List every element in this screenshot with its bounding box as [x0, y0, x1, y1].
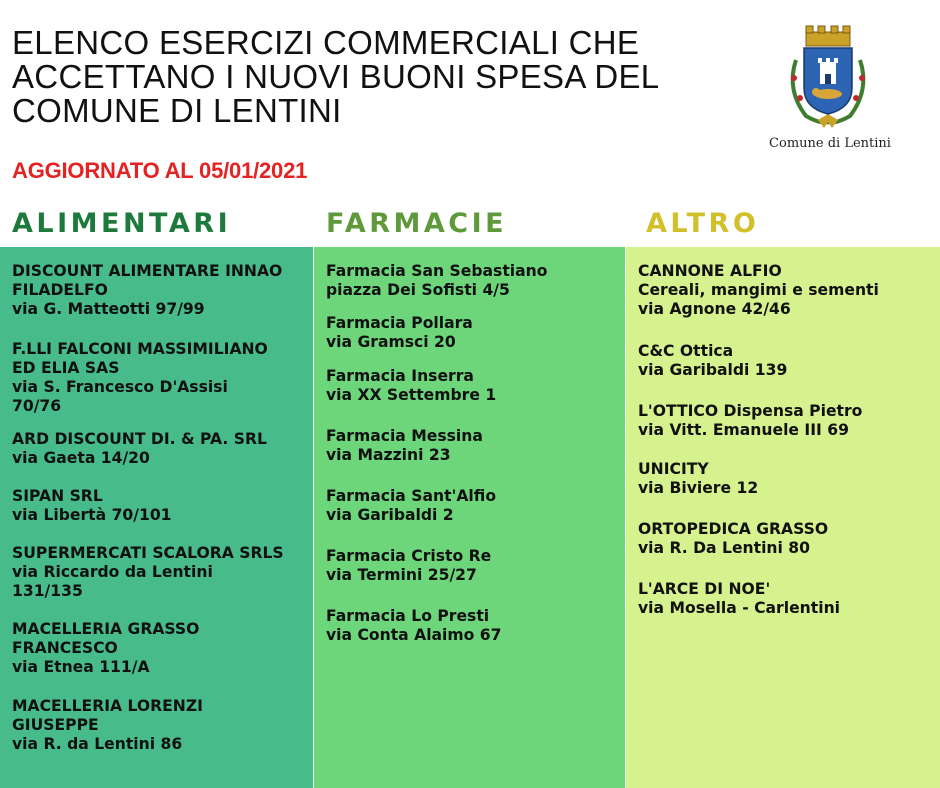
shop-name: C&C Ottica [638, 342, 734, 360]
shop-entry-altro [638, 520, 828, 558]
shop-name: L'OTTICO Dispensa Pietro [638, 402, 863, 420]
shop-address-line: via Garibaldi 2 [326, 506, 454, 524]
updated-date: AGGIORNATO AL 05/01/2021 [12, 158, 308, 183]
shop-address-line: GIUSEPPE [12, 716, 99, 734]
shop-entry-alimentari [12, 487, 172, 525]
shop-entry-alimentari [12, 262, 282, 319]
shop-entry-farmacie [326, 547, 491, 585]
shop-entry-altro [638, 342, 787, 380]
shop-name: Farmacia Messina [326, 427, 483, 445]
shop-name: MACELLERIA GRASSO [12, 620, 200, 638]
shop-name: SIPAN SRL [12, 487, 103, 505]
shop-address-line: via R. da Lentini 86 [12, 735, 183, 753]
shop-name: Farmacia San Sebastiano [326, 262, 548, 280]
coat-of-arms-icon [780, 20, 876, 130]
shop-entry-farmacie [326, 314, 473, 352]
heading-altro: ALTRO [646, 208, 760, 239]
shop-name: Farmacia Inserra [326, 367, 474, 385]
shop-address-line: via Mazzini 23 [326, 446, 451, 464]
title-line-2: ACCETTANO I NUOVI BUONI SPESA DEL [12, 58, 660, 95]
shop-name: Farmacia Cristo Re [326, 547, 492, 565]
shop-name: ORTOPEDICA GRASSO [638, 520, 829, 538]
shop-address-line: FILADELFO [12, 281, 108, 299]
panel-alimentari [0, 247, 313, 788]
shop-address-line: via Riccardo da Lentini [12, 563, 213, 581]
shop-name: F.LLI FALCONI MASSIMILIANO [12, 340, 268, 358]
shop-address-line: via R. Da Lentini 80 [638, 539, 810, 557]
shop-address-line: via S. Francesco D'Assisi [12, 378, 228, 396]
shop-address-line: via G. Matteotti 97/99 [12, 300, 205, 318]
shop-address-line: via Mosella - Carlentini [638, 599, 841, 617]
shop-address-line: piazza Dei Sofisti 4/5 [326, 281, 510, 299]
shop-entry-alimentari [12, 544, 284, 601]
shop-address-line: via XX Settembre 1 [326, 386, 497, 404]
shop-address-line: via Vitt. Emanuele III 69 [638, 421, 849, 439]
shop-entry-altro [638, 262, 879, 319]
shop-address-line: via Agnone 42/46 [638, 300, 791, 318]
shop-name: Farmacia Sant'Alfio [326, 487, 497, 505]
shop-entry-alimentari [12, 340, 268, 416]
shop-entry-alimentari [12, 430, 267, 468]
shop-address-line: via Termini 25/27 [326, 566, 477, 584]
shop-address-line: via Etnea 111/A [12, 658, 150, 676]
shop-name: ARD DISCOUNT DI. & PA. SRL [12, 430, 267, 448]
shop-name: MACELLERIA LORENZI [12, 697, 203, 715]
shop-entry-altro [638, 460, 758, 498]
panel-farmacie [314, 247, 625, 788]
crest-caption: Comune di Lentini [769, 136, 891, 151]
shop-address-line: 70/76 [12, 397, 62, 415]
shop-address-line: via Gaeta 14/20 [12, 449, 150, 467]
shop-name: SUPERMERCATI SCALORA SRLS [12, 544, 284, 562]
shop-address-line: via Libertà 70/101 [12, 506, 172, 524]
shop-entry-farmacie [326, 262, 547, 300]
page-title [12, 26, 672, 128]
shop-address-line: ED ELIA SAS [12, 359, 120, 377]
shop-address-line: via Gramsci 20 [326, 333, 456, 351]
shop-entry-alimentari [12, 697, 203, 754]
shop-address-line: FRANCESCO [12, 639, 118, 657]
panel-altro [626, 247, 940, 788]
shop-address-line: via Garibaldi 139 [638, 361, 788, 379]
shop-name: UNICITY [638, 460, 709, 478]
shop-name: Farmacia Pollara [326, 314, 473, 332]
heading-farmacie: FARMACIE [326, 208, 508, 239]
shop-entry-farmacie [326, 427, 483, 465]
shop-name: Farmacia Lo Presti [326, 607, 490, 625]
shop-entry-altro [638, 402, 862, 440]
shop-address-line: via Biviere 12 [638, 479, 759, 497]
shop-entry-farmacie [326, 367, 496, 405]
shop-entry-farmacie [326, 607, 502, 645]
shop-address-line: 131/135 [12, 582, 83, 600]
shop-address-line: Cereali, mangimi e sementi [638, 281, 879, 299]
title-line-1: ELENCO ESERCIZI COMMERCIALI CHE [12, 24, 640, 61]
shop-name: DISCOUNT ALIMENTARE INNAO [12, 262, 283, 280]
shop-name: CANNONE ALFIO [638, 262, 782, 280]
shop-name: L'ARCE DI NOE' [638, 580, 771, 598]
shop-address-line: via Conta Alaimo 67 [326, 626, 502, 644]
heading-alimentari: ALIMENTARI [12, 208, 232, 239]
shop-entry-alimentari [12, 620, 199, 677]
shop-entry-farmacie [326, 487, 496, 525]
shop-entry-altro [638, 580, 840, 618]
title-line-3: COMUNE DI LENTINI [12, 92, 342, 129]
